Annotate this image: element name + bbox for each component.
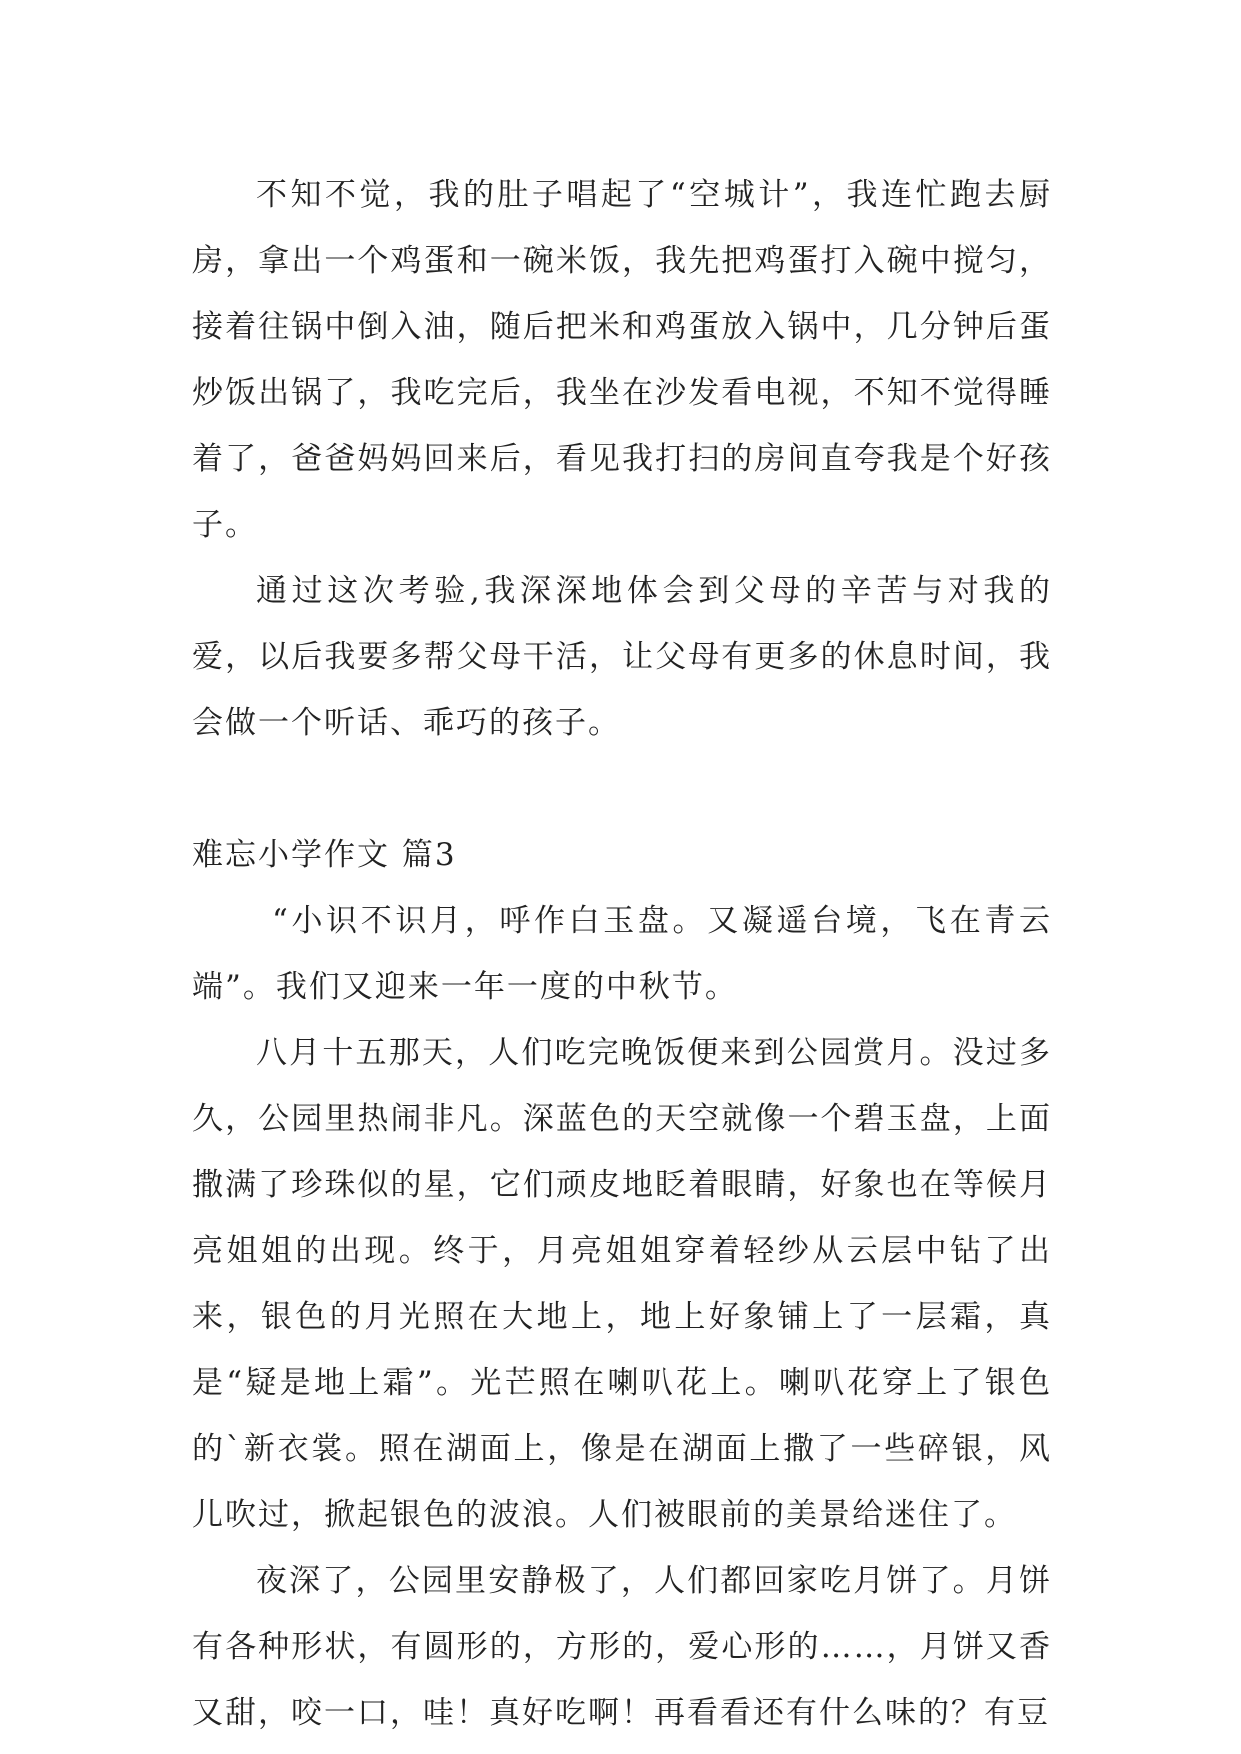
paragraph-conclusion: 通过这次考验,我深深地体会到父母的辛苦与对我的爱，以后我要多帮父母干活，让父母有更多的休息时间，我会做一个听话、乖巧的孩子。 xyxy=(192,573,1052,741)
section-title: 难忘小学作文 篇3 xyxy=(192,837,457,873)
paragraph-fried-rice: 不知不觉，我的肚子唱起了“空城计”，我连忙跑去厨房，拿出一个鸡蛋和一碗米饭，我先把鸡蛋打入碗中搅匀，接着往锅中倒入油，随后把米和鸡蛋放入锅中，几分钟后蛋炒饭出锅了，我吃完后，我坐在沙发看电视，不知不觉得睡着了，爸爸妈妈回来后，看见我打扫的房间直夸我是个好孩子。 xyxy=(192,177,1052,543)
paragraph-mooncakes: 夜深了，公园里安静极了，人们都回家吃月饼了。月饼有各种形状，有圆形的，方形的，爱心形的……，月饼又香又甜，咬一口，哇！真好吃啊！再看看还有什么味的？有豆 xyxy=(192,1563,1052,1731)
document-body xyxy=(192,162,1052,1746)
paragraph-poem-quote: “小识不识月，呼作白玉盘。又凝遥台境，飞在青云端”。我们又迎来一年一度的中秋节。 xyxy=(192,903,1052,1005)
paragraph-moon-viewing: 八月十五那天，人们吃完晚饭便来到公园赏月。没过多久，公园里热闹非凡。深蓝色的天空就像一个碧玉盘，上面撒满了珍珠似的星，它们顽皮地眨着眼睛，好象也在等候月亮姐姐的出现。终于，月亮姐姐穿着轻纱从云层中钻了出来，银色的月光照在大地上，地上好象铺上了一层霜，真是“疑是地上霜”。光芒照在喇叭花上。喇叭花穿上了银色的`新衣裳。照在湖面上，像是在湖面上撒了一些碎银，风儿吹过，掀起银色的波浪。人们被眼前的美景给迷住了。 xyxy=(192,1035,1052,1533)
section-gap xyxy=(192,756,1052,822)
